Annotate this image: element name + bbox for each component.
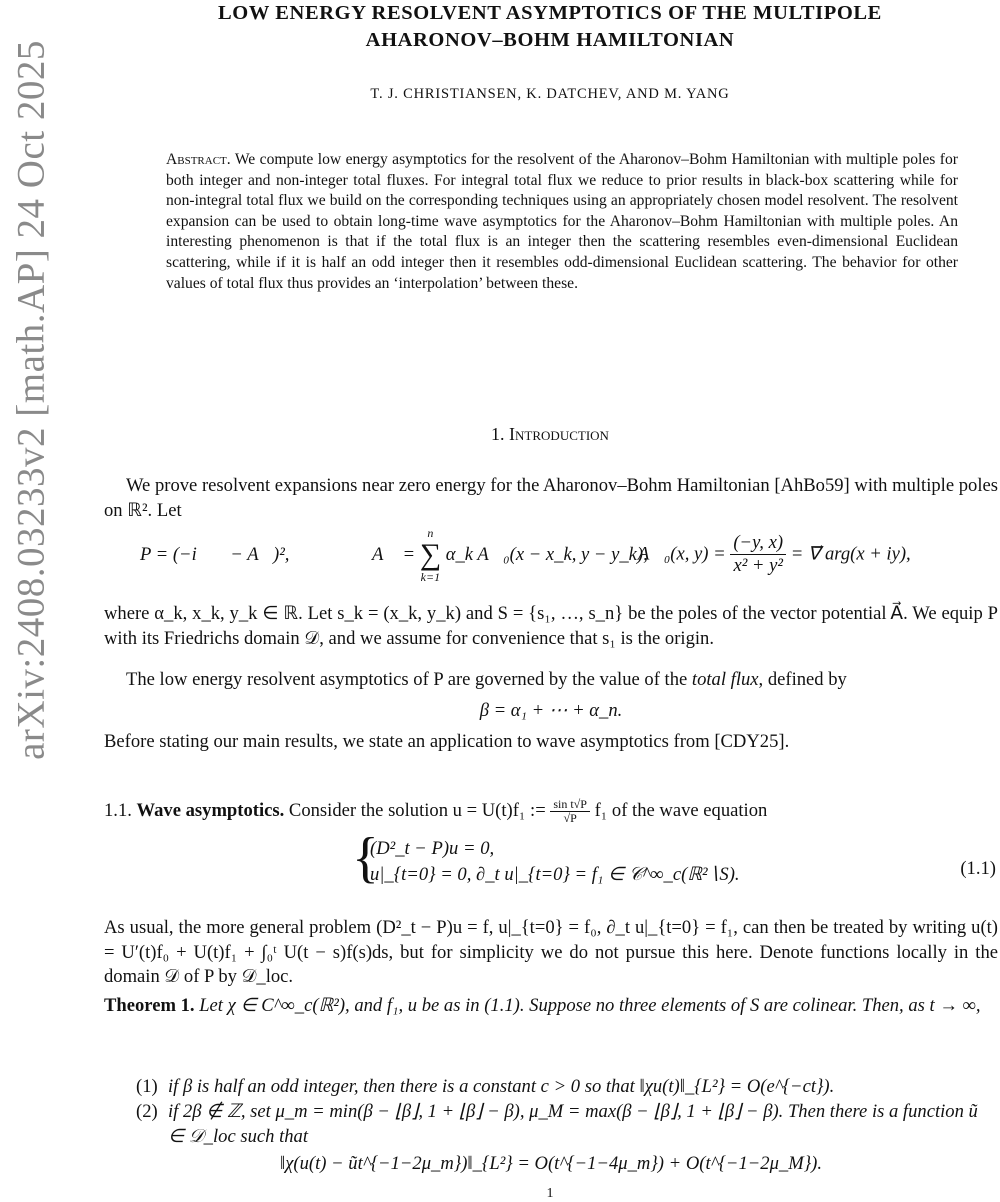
theorem-1: [104, 994, 998, 1019]
section-heading-introduction: [100, 424, 1000, 445]
theorem-item-2: [136, 1100, 998, 1149]
before-paragraph: Before stating our main results, we state an application to wave asymptotics from [CDY25].: [104, 731, 790, 752]
equation-number: (1.1): [960, 858, 996, 879]
abstract-label: Abstract.: [166, 151, 231, 168]
abstract-text: We compute low energy asymptotics for the resolvent of the Aharonov–Bohm Hamiltonian with multiple poles for both integer and non-integer total fluxes. For integral total flux we reduce to prior results in black-box scattering while for non-integral total flux we build on the corresponding techniques using an appropriately chosen model resolvent. The resolvent expansion can be used to obtain long-time wave asymptotics for the Aharonov–Bohm Hamiltonian with multiple poles. An interesting phenomenon is that if the total flux is an integer then the scattering resembles even-dimensional Euclidean scattering, while if it is half an odd integer then it resembles odd-dimensional Euclidean scattering. The behavior for other values of total flux thus provides an ‘interpolation’ between these.: [166, 151, 958, 292]
theorem-label: Theorem 1.: [104, 995, 195, 1016]
subsection-lead-pre: Consider the solution u = U(t)f₁ :=: [288, 799, 551, 821]
A0-fraction: [730, 532, 786, 577]
item-text: if β is half an odd integer, then there is a constant c > 0 so that ‖χu(t)‖_{L²} = O(e^{−ct}).: [168, 1076, 835, 1097]
subsection-number: 1.1.: [104, 799, 132, 821]
A0-denominator: x² + y²: [733, 555, 783, 576]
A-rhs: α_k A⃗₀(x − x_k, y − y_k),: [445, 544, 648, 565]
A0-lhs: A⃗₀(x, y) =: [638, 543, 726, 565]
arxiv-stamp-text: arXiv:2408.03233v2 [math.AP] 24 Oct 2025: [9, 40, 53, 760]
subsection-title: Wave asymptotics.: [136, 799, 285, 821]
title-line-1: LOW ENERGY RESOLVENT ASYMPTOTICS OF THE MULTIPOLE: [218, 2, 882, 24]
total-flux-term: total flux: [691, 669, 759, 690]
P-definition: P = (−i∇⃗ − A⃗)²,: [140, 544, 290, 565]
section-title: Introduction: [509, 424, 609, 444]
flux-text-post: , defined by: [758, 669, 847, 690]
fraction-numerator: sin t√P: [550, 798, 590, 812]
theorem-final-estimate: ‖χ(u(t) − ũt^{−1−2μ_m})‖_{L²} = O(t^{−1−4μ_m}) + O(t^{−1−2μ_M}).: [280, 1153, 822, 1174]
left-brace: {: [352, 827, 379, 889]
sin-over-sqrtP-fraction: [550, 798, 590, 825]
A0-rhs: = ∇⃗ arg(x + iy),: [790, 543, 911, 565]
total-flux-equation: β = α₁ + ⋯ + α_n.: [479, 700, 623, 721]
usual-paragraph: As usual, the more general problem (D²_t − P)u = f, u|_{t=0} = f₀, ∂_t u|_{t=0} = f₁, can then be treated by writing u(t) = U′(t)f₀ + U(t)f₁ + ∫₀ᵗ U(t − s)f(s)ds, but for simplicity we do not pursue this here. Denote functions locally in the domain 𝒟 of P by 𝒟_loc.: [104, 917, 998, 987]
flux-text-pre: The low energy resolvent asymptotics of P are governed by the value of the: [126, 669, 692, 690]
title-line-2: AHARONOV–BOHM HAMILTONIAN: [365, 29, 735, 51]
sum-lower-limit: k=1: [420, 570, 441, 584]
theorem-statement: Let χ ∈ C^∞_c(ℝ²), and f₁, u be as in (1.1). Suppose no three elements of S are colinear. Then, as t → ∞,: [199, 995, 981, 1016]
page-number: 1: [546, 1186, 554, 1201]
item-text: if 2β ∉ ℤ, set μ_m = min(β − ⌊β⌋, 1 + ⌊β⌋ − β), μ_M = max(β − ⌊β⌋, 1 + ⌊β⌋ − β). Then there is a function ũ ∈ 𝒟_loc such that: [168, 1101, 978, 1147]
flux-paragraph: [104, 668, 998, 693]
section-number: 1.: [491, 424, 505, 444]
summation: [420, 526, 441, 584]
sigma-symbol: ∑: [419, 538, 442, 571]
system-line-2: u|_{t=0} = 0, ∂_t u|_{t=0} = f₁ ∈ 𝒞^∞_c(ℝ²∖S).: [370, 864, 740, 885]
item-label: (1): [136, 1076, 158, 1097]
A0-numerator: (−y, x): [730, 532, 786, 555]
paper-title: [100, 0, 1000, 54]
system-line-1: (D²_t − P)u = 0,: [370, 838, 495, 859]
item-label: (2): [136, 1101, 158, 1122]
authors: T. J. CHRISTIANSEN, K. DATCHEV, AND M. YANG: [370, 86, 730, 102]
A-lhs: A⃗ =: [372, 544, 416, 565]
fraction-denominator: √P: [563, 811, 577, 825]
theorem-item-1: [136, 1075, 998, 1100]
intro-paragraph: We prove resolvent expansions near zero energy for the Aharonov–Bohm Hamiltonian [AhBo59] with multiple poles on ℝ². Let: [104, 475, 998, 521]
subsection-wave-asymptotics-lead: [104, 798, 998, 825]
arxiv-identifier-stamp: [6, 0, 56, 1200]
equation-hamiltonian: [104, 526, 998, 592]
abstract: [166, 150, 958, 294]
subsection-lead-post: f₁ of the wave equation: [589, 799, 768, 821]
sum-upper-limit: n: [427, 526, 434, 540]
where-paragraph: where α_k, x_k, y_k ∈ ℝ. Let s_k = (x_k, y_k) and S = {s₁, …, s_n} be the poles of the vector potential A⃗. We equip P with its Friedrichs domain 𝒟, and we assume for convenience that s₁ is the origin.: [104, 603, 998, 649]
